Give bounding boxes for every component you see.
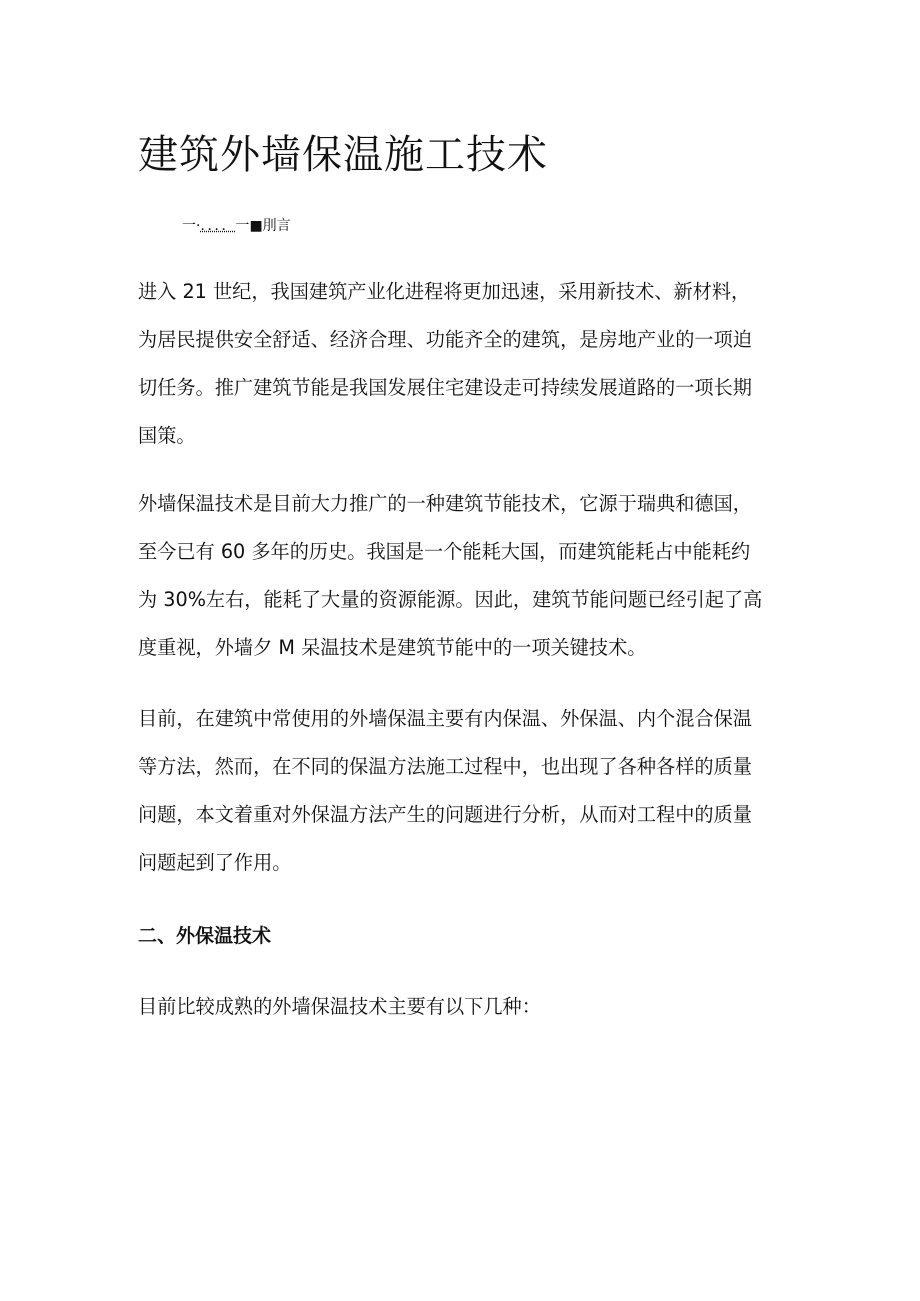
section-heading: 二、外保温技术 xyxy=(138,925,272,947)
paragraph-insulation-tech xyxy=(138,480,798,672)
preface-heading xyxy=(182,216,291,236)
paragraph-line: 进入 21 世纪，我国建筑产业化进程将更加迅速，采用新技术、新材料， xyxy=(138,280,751,303)
paragraph-line: 国策。 xyxy=(138,424,196,447)
paragraph-intro xyxy=(138,268,798,460)
paragraph-line: 问题，本文着重对外保温方法产生的问题进行分析，从而对工程中的质量 xyxy=(138,803,752,826)
preface-prefix: 一· xyxy=(182,218,201,234)
preface-label: 一■刖言 xyxy=(235,218,291,234)
paragraph-current-methods xyxy=(138,695,798,887)
document-title: 建筑外墙保温施工技术 xyxy=(138,132,548,178)
paragraph-line: 度重视，外墙夕 M 呆温技术是建筑节能中的一项关键技术。 xyxy=(138,636,647,659)
paragraph-line: 切任务。推广建筑节能是我国发展住宅建设走可持续发展道路的一项长期 xyxy=(138,376,752,399)
paragraph-line: 问题起到了作用。 xyxy=(138,851,292,874)
paragraph-line: 目前比较成熟的外墙保温技术主要有以下几种： xyxy=(138,995,541,1018)
paragraph-line: 目前，在建筑中常使用的外墙保温主要有内保温、外保温、内个混合保温 xyxy=(138,707,752,730)
paragraph-line: 至今已有 60 多年的历史。我国是一个能耗大国，而建筑能耗占中能耗约 xyxy=(138,540,751,563)
paragraph-line: 外墙保温技术是目前大力推广的一种建筑节能技术，它源于瑞典和德国， xyxy=(138,492,752,515)
paragraph-line: 等方法，然而，在不同的保温方法施工过程中，也出现了各种各样的质量 xyxy=(138,755,752,778)
section-intro-paragraph xyxy=(138,983,798,1031)
paragraph-line: 为居民提供安全舒适、经济合理、功能齐全的建筑，是房地产业的一项迫 xyxy=(138,328,752,351)
preface-dots: ．．．． xyxy=(200,218,236,234)
paragraph-line: 为 30%左右，能耗了大量的资源能源。因此，建筑节能问题已经引起了高 xyxy=(138,588,763,611)
